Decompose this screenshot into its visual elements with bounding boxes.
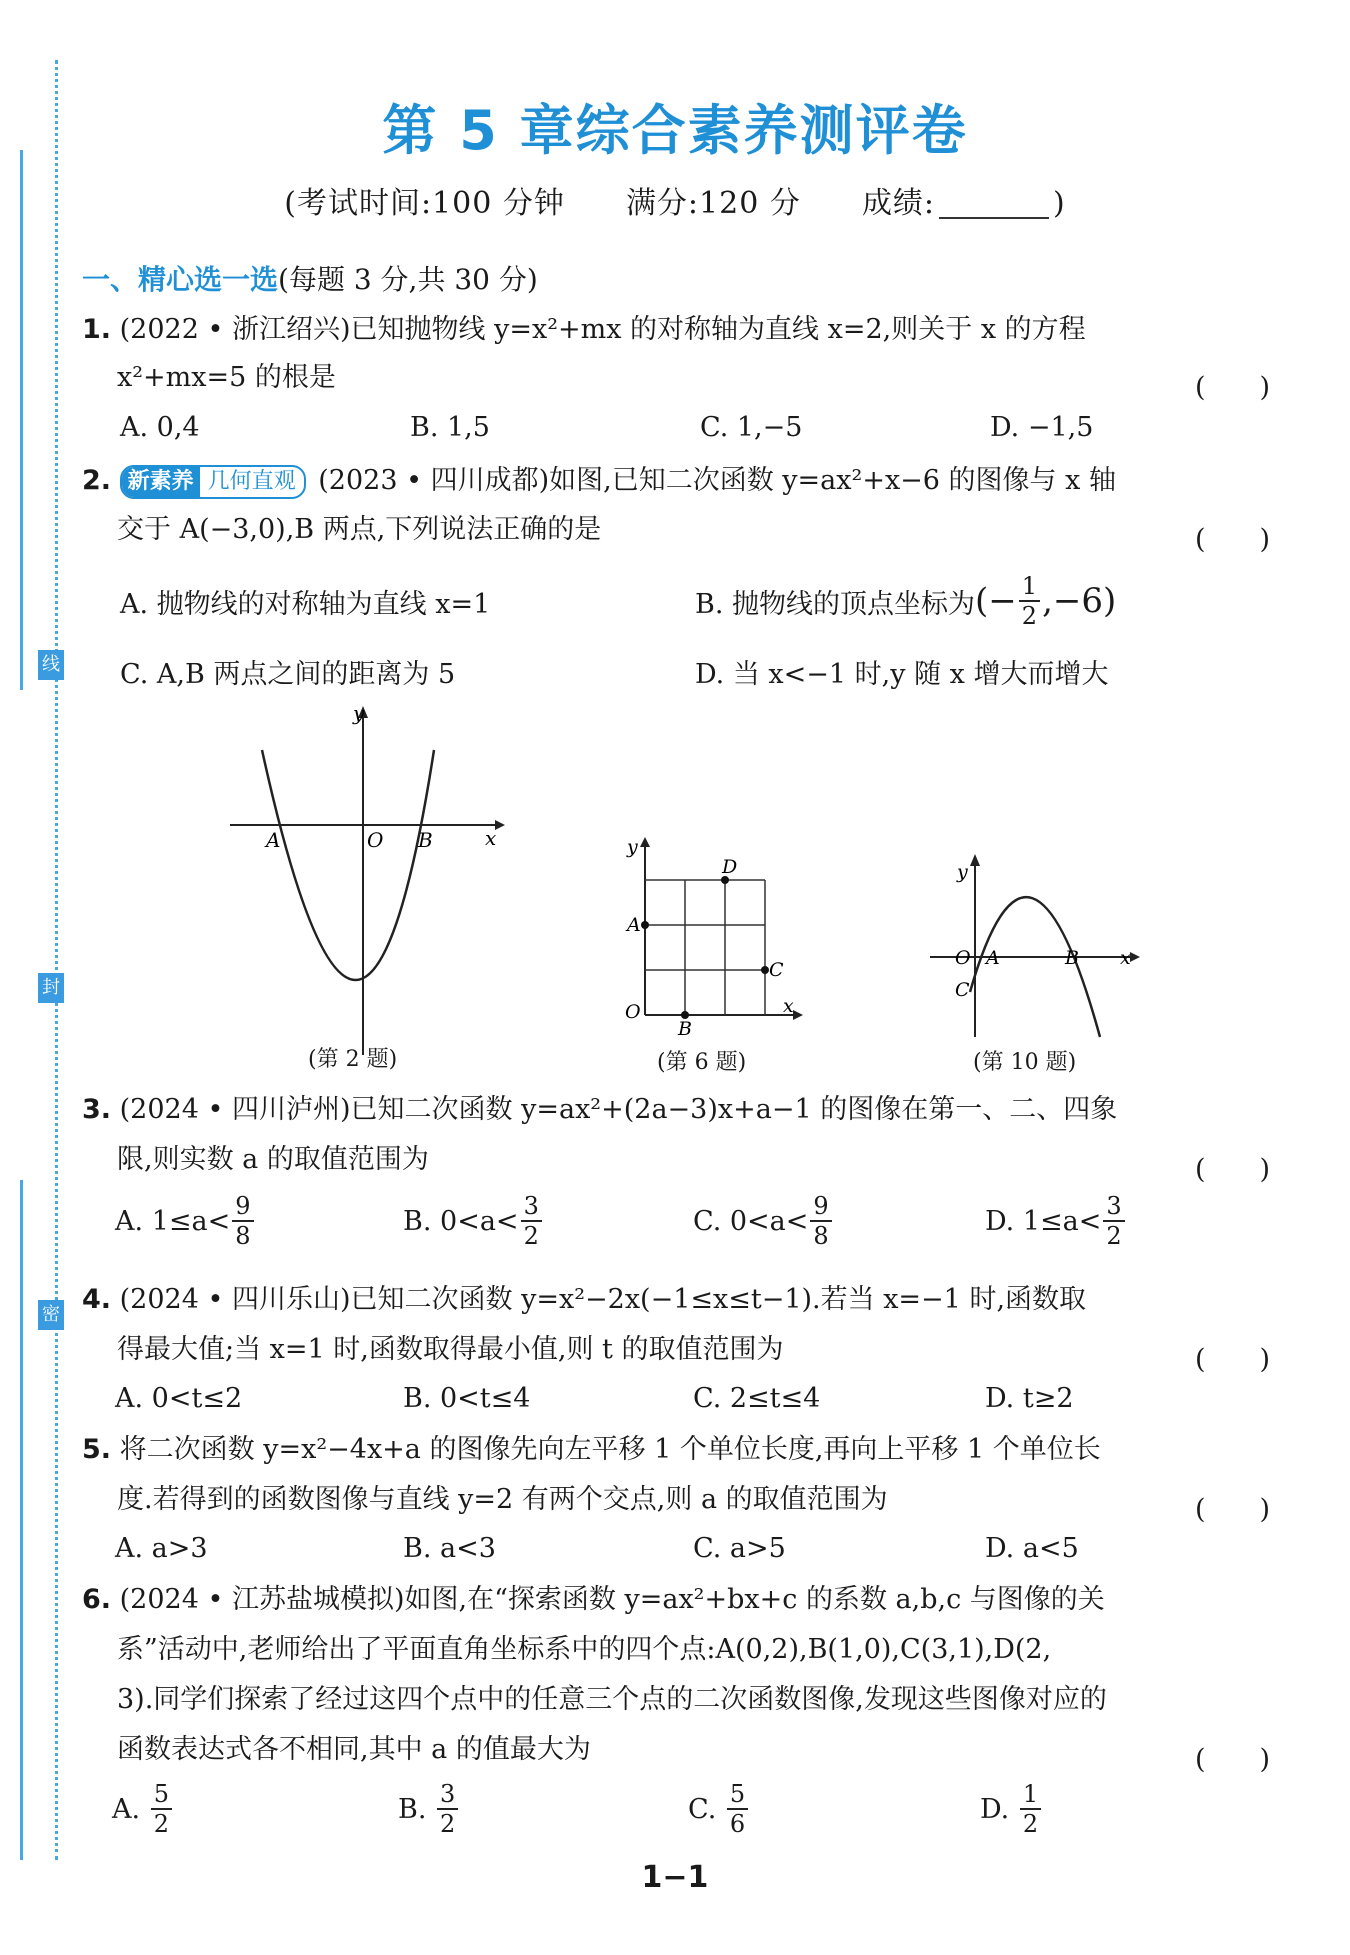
- fig6-a-label: A: [627, 914, 641, 936]
- fig10-b-label: B: [1065, 947, 1079, 969]
- q6-option-c[interactable]: [688, 1780, 750, 1838]
- frac-num: 9: [810, 1192, 831, 1222]
- q4-option-c[interactable]: C. 2≤t≤4: [693, 1383, 821, 1414]
- exam-score-label: 成绩:: [861, 186, 936, 221]
- q2-option-d[interactable]: D. 当 x<−1 时,y 随 x 增大而增大: [695, 659, 1109, 690]
- q6-stem-3: 3).同学们探索了经过这四个点中的任意三个点的二次函数图像,发现这些图像对应的: [117, 1684, 1107, 1715]
- q1-line1: [82, 305, 1086, 355]
- exam-time: (考试时间:100 分钟: [284, 186, 565, 221]
- binding-line-lower: [20, 1180, 23, 1860]
- q6-d-frac: [1020, 1780, 1041, 1838]
- q5-option-a[interactable]: A. a>3: [115, 1533, 208, 1564]
- q5-option-d[interactable]: D. a<5: [985, 1533, 1079, 1564]
- q5-option-c[interactable]: C. a>5: [693, 1533, 786, 1564]
- section-header: [82, 258, 538, 298]
- q3-b-label: B.: [403, 1205, 432, 1237]
- exam-meta-close: ): [1053, 186, 1066, 221]
- figure-q6: [615, 835, 805, 1035]
- fig6-b-label: B: [678, 1018, 692, 1035]
- frac-num: 1: [1020, 1780, 1041, 1810]
- q5-stem-1: 将二次函数 y=x²−4x+a 的图像先向左平移 1 个单位长度,再向上平移 1 个单位长: [119, 1434, 1101, 1465]
- q2-answer-paren[interactable]: ( ): [1195, 524, 1271, 555]
- q6-a-label: A.: [112, 1793, 141, 1825]
- q3-a-pre: 1≤a<: [151, 1205, 231, 1237]
- q1-answer-paren[interactable]: ( ): [1195, 372, 1271, 403]
- side-tag-line: 线: [38, 650, 64, 680]
- frac-num: 3: [521, 1192, 542, 1222]
- q3-c-pre: 0<a<: [729, 1205, 809, 1237]
- q5-stem-2: 度.若得到的函数图像与直线 y=2 有两个交点,则 a 的取值范围为: [117, 1484, 888, 1515]
- fig10-origin-label: O: [955, 947, 971, 969]
- page-number: 1−1: [641, 1860, 709, 1895]
- badge-new-literacy: 新素养: [122, 467, 200, 497]
- badge-geometry: 几何直观: [207, 468, 296, 494]
- q6-d-label: D.: [980, 1793, 1010, 1825]
- exam-full-score: 满分:120 分: [625, 186, 801, 221]
- fig10-c-label: C: [955, 979, 970, 1001]
- q3-option-a[interactable]: [115, 1192, 256, 1250]
- frac-den: 2: [1021, 602, 1038, 630]
- q4-number: 4.: [82, 1284, 112, 1315]
- q2-option-b[interactable]: [695, 572, 1116, 630]
- frac-den: 2: [153, 1810, 169, 1838]
- frac-den: 2: [440, 1810, 456, 1838]
- q3-option-b[interactable]: [403, 1192, 544, 1250]
- q6-c-frac: [727, 1780, 748, 1838]
- q3-option-d[interactable]: [985, 1192, 1127, 1250]
- fig6-caption: (第 6 题): [657, 1050, 747, 1075]
- q3-d-label: D.: [985, 1205, 1015, 1237]
- frac-num: 5: [151, 1780, 172, 1810]
- q6-option-d[interactable]: [980, 1780, 1043, 1838]
- q4-line1: [82, 1275, 1086, 1325]
- q2-option-b-post: ,−6): [1042, 581, 1117, 621]
- q1-number: 1.: [82, 314, 112, 345]
- q5-option-b[interactable]: B. a<3: [403, 1533, 496, 1564]
- figure-q2: [220, 700, 510, 1070]
- q3-line1: [82, 1085, 1117, 1135]
- frac-num: 5: [727, 1780, 748, 1810]
- fig2-a-label: A: [266, 828, 281, 852]
- fig6-c-label: C: [769, 959, 784, 981]
- q6-answer-paren[interactable]: ( ): [1195, 1744, 1271, 1775]
- q4-option-b[interactable]: B. 0<t≤4: [403, 1383, 531, 1414]
- q3-stem-1: (2024 • 四川泸州)已知二次函数 y=ax²+(2a−3)x+a−1 的图像在第一、二、四象: [119, 1094, 1118, 1125]
- fig2-origin-label: O: [367, 828, 384, 852]
- frac-num: 3: [437, 1780, 458, 1810]
- section-note: (每题 3 分,共 30 分): [278, 263, 538, 296]
- q3-d-pre: 1≤a<: [1022, 1205, 1102, 1237]
- q3-number: 3.: [82, 1094, 112, 1125]
- fig2-x-label: x: [485, 826, 497, 850]
- q6-number: 6.: [82, 1584, 112, 1615]
- q1-stem-1: (2022 • 浙江绍兴)已知抛物线 y=x²+mx 的对称轴为直线 x=2,则关于 x 的方程: [119, 314, 1086, 345]
- binding-line-upper: [20, 150, 23, 690]
- q2-line1: [82, 456, 1116, 506]
- frac-den: 8: [813, 1222, 829, 1250]
- q3-c-frac: [810, 1192, 831, 1250]
- fig10-a-label: A: [986, 947, 1000, 969]
- frac-den: 2: [1106, 1222, 1122, 1250]
- fig6-y-label: y: [627, 836, 638, 858]
- q5-line1: [82, 1425, 1101, 1475]
- fig10-caption: (第 10 题): [973, 1050, 1077, 1075]
- q3-b-frac: [521, 1192, 542, 1250]
- q6-line1: [82, 1575, 1105, 1625]
- side-tag-seal: 封: [38, 973, 64, 1003]
- binding-dotted-line: [55, 60, 58, 1860]
- score-blank[interactable]: [939, 217, 1049, 219]
- fig10-x-label: x: [1120, 947, 1131, 969]
- q3-answer-paren[interactable]: ( ): [1195, 1154, 1271, 1185]
- q6-stem-4: 函数表达式各不相同,其中 a 的值最大为: [117, 1734, 591, 1765]
- frac-den: 6: [729, 1810, 746, 1838]
- q6-stem-2: 系”活动中,老师给出了平面直角坐标系中的四个点:A(0,2),B(1,0),C(3,1),D(2,: [117, 1634, 1052, 1665]
- q6-a-frac: [151, 1780, 172, 1838]
- frac-num: 9: [232, 1192, 253, 1222]
- frac-den: 2: [1022, 1810, 1039, 1838]
- frac-den: 8: [235, 1222, 251, 1250]
- q1-option-c[interactable]: C. 1,−5: [700, 412, 803, 443]
- q1-option-b[interactable]: B. 1,5: [410, 412, 490, 443]
- frac-den: 2: [523, 1222, 539, 1250]
- q6-b-frac: [437, 1780, 458, 1838]
- fig2-b-label: B: [418, 828, 433, 852]
- frac-num: 1: [1019, 572, 1040, 602]
- q3-a-label: A.: [115, 1205, 144, 1237]
- q3-d-frac: [1103, 1192, 1124, 1250]
- exam-meta: [0, 178, 1350, 222]
- q1-option-a[interactable]: A. 0,4: [120, 412, 200, 443]
- q4-stem-2: 得最大值;当 x=1 时,函数取得最小值,则 t 的取值范围为: [117, 1334, 784, 1365]
- q2-number: 2.: [82, 465, 112, 496]
- q4-option-d[interactable]: D. t≥2: [985, 1383, 1074, 1414]
- figure-q10: [925, 852, 1150, 1042]
- fig2-y-label: y: [353, 701, 365, 725]
- q2-badge: [120, 465, 306, 499]
- q2-option-b-pre: (−: [975, 581, 1017, 621]
- q3-c-label: C.: [693, 1205, 722, 1237]
- q2-option-b-frac: [1019, 572, 1040, 630]
- fig6-d-label: D: [722, 856, 738, 878]
- q5-number: 5.: [82, 1434, 112, 1465]
- q2-option-c[interactable]: C. A,B 两点之间的距离为 5: [120, 659, 456, 690]
- section-title: 一、精心选一选: [82, 263, 279, 296]
- q6-b-label: B.: [398, 1793, 427, 1825]
- q5-answer-paren[interactable]: ( ): [1195, 1494, 1271, 1525]
- fig2-caption: (第 2 题): [308, 1047, 398, 1072]
- q3-a-frac: [232, 1192, 253, 1250]
- q2-stem-2: 交于 A(−3,0),B 两点,下列说法正确的是: [117, 514, 602, 545]
- q6-option-b[interactable]: [398, 1780, 460, 1838]
- q6-option-a[interactable]: [112, 1780, 174, 1838]
- fig6-origin-label: O: [625, 1001, 641, 1023]
- fig10-y-label: y: [957, 861, 968, 883]
- frac-num: 3: [1103, 1192, 1124, 1222]
- q3-option-c[interactable]: [693, 1192, 834, 1250]
- side-tag-secret: 密: [38, 1300, 64, 1330]
- q1-stem-2: x²+mx=5 的根是: [117, 362, 336, 393]
- q4-option-a[interactable]: A. 0<t≤2: [115, 1383, 243, 1414]
- q6-stem-1: (2024 • 江苏盐城模拟)如图,在“探索函数 y=ax²+bx+c 的系数 a,b,c 与图像的关: [119, 1584, 1105, 1615]
- q4-answer-paren[interactable]: ( ): [1195, 1344, 1271, 1375]
- q2-stem-1: (2023 • 四川成都)如图,已知二次函数 y=ax²+x−6 的图像与 x 轴: [318, 465, 1116, 496]
- page-title: 第 5 章综合素养测评卷: [382, 99, 968, 162]
- q3-stem-2: 限,则实数 a 的取值范围为: [117, 1144, 429, 1175]
- q6-c-label: C.: [688, 1793, 717, 1825]
- fig6-x-label: x: [783, 995, 794, 1017]
- q4-stem-1: (2024 • 四川乐山)已知二次函数 y=x²−2x(−1≤x≤t−1).若当 x=−1 时,函数取: [119, 1284, 1087, 1315]
- q2-option-b-text: B. 抛物线的顶点坐标为: [695, 588, 976, 620]
- q1-option-d[interactable]: D. −1,5: [990, 412, 1094, 443]
- q2-option-a[interactable]: A. 抛物线的对称轴为直线 x=1: [120, 589, 491, 620]
- q3-b-pre: 0<a<: [440, 1205, 519, 1237]
